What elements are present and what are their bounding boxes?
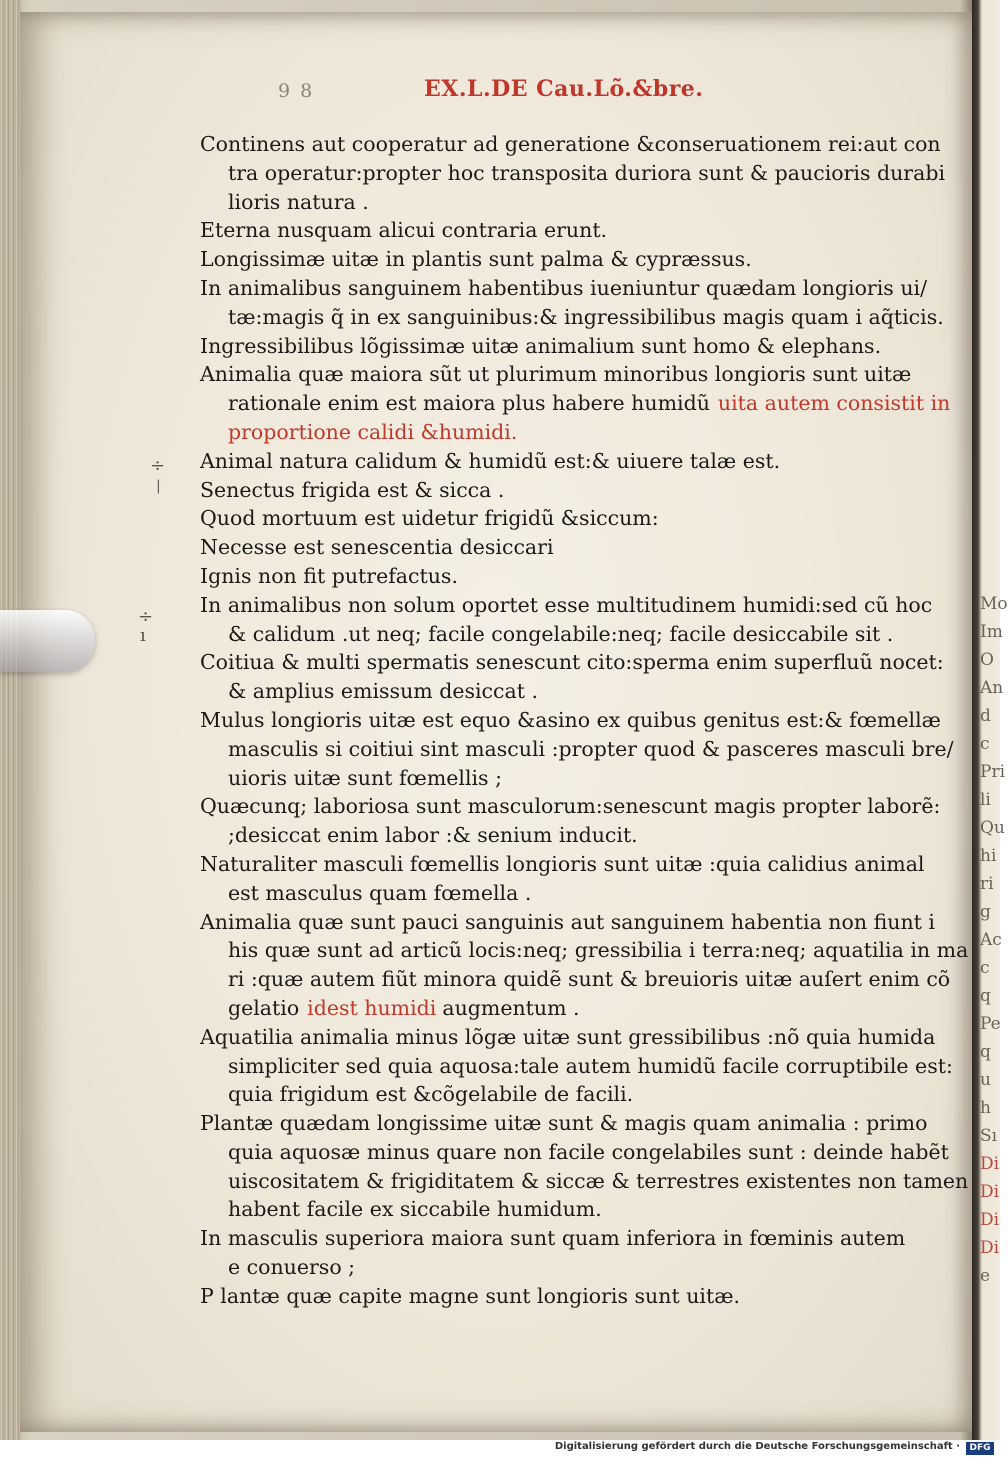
margin-rule-icon: ı (140, 625, 146, 646)
text-line (200, 648, 944, 677)
next-page-fragment: Di (980, 1238, 1000, 1258)
next-page-fragment: Di (980, 1154, 1000, 1174)
text-line (200, 908, 935, 937)
text-line-content: Necesse est senescentia desiccari (200, 535, 554, 560)
next-page-fragment: ri (980, 874, 994, 894)
next-page-fragment: Mo (980, 594, 1008, 614)
next-page-fragment: g (980, 902, 991, 922)
page-stack-left-edge (0, 0, 22, 1440)
text-line (200, 1052, 953, 1081)
text-line (200, 332, 930, 361)
text-line (200, 533, 930, 562)
text-line (200, 735, 954, 764)
next-page-fragment: Im (980, 622, 1003, 642)
text-line-content: gelatio (228, 995, 300, 1020)
text-line (200, 821, 930, 850)
next-page-fragment: li (980, 790, 991, 810)
text-line (200, 389, 951, 418)
text-line-content: Plantæ quædam longissime uitæ sunt & magis quam animalia : primo (200, 1111, 928, 1136)
text-line (200, 1109, 930, 1138)
text-line-content: e conuerso ; (228, 1255, 356, 1280)
text-line-content: simpliciter sed quia aquosa:tale autem humidũ facile corruptibile est: (228, 1053, 953, 1078)
text-line-content: In animalibus sanguinem habentibus iueniuntur quædam longioris ui/ (200, 275, 927, 300)
next-page-fragment: c (980, 734, 990, 754)
text-line (200, 936, 969, 965)
text-line (200, 1282, 930, 1311)
next-page-fragment: q (980, 1042, 991, 1062)
text-line (200, 274, 930, 303)
next-page-fragment: e (980, 1266, 991, 1286)
footer-bar (0, 1440, 1000, 1458)
text-line-content: quia aquosæ minus quare non facile congelabiles sunt : deinde habẽt (228, 1139, 949, 1164)
text-line (200, 303, 944, 332)
next-page-fragment: c (980, 958, 990, 978)
next-page-fragment: Pe (980, 1014, 1001, 1034)
text-line (200, 476, 930, 505)
text-line-content: Aquatilia animalia minus lõgæ uitæ sunt gressibilibus :nõ quia humida (200, 1024, 936, 1049)
text-line (200, 504, 930, 533)
text-line (200, 360, 930, 389)
text-line (200, 591, 933, 620)
text-line-content: rationale enim est maiora plus habere humidũ (228, 391, 710, 416)
dfg-logo: DFG (966, 1442, 994, 1455)
next-page-fragment: d (980, 706, 991, 726)
next-page-fragment: u (980, 1070, 991, 1090)
next-page-fragment: h (980, 1098, 991, 1118)
text-line-content: Naturaliter masculi fœmellis longioris sunt uitæ :quia calidius animal (200, 851, 925, 876)
text-line-content: Coitiua & multi spermatis senescunt cito:sperma enim superfluũ nocet: (200, 650, 944, 675)
text-line (200, 994, 930, 1023)
rubricated-text: uita autem consistit in (717, 391, 951, 416)
text-line (200, 965, 951, 994)
next-page-fragment: Pri (980, 762, 1006, 782)
next-page-fragment: O (980, 650, 994, 670)
text-line-content: uiscositatem & frigiditatem & siccæ & terrestres existentes non tamen (228, 1168, 969, 1193)
text-line (200, 1224, 930, 1253)
next-page-fragment: Di (980, 1210, 1000, 1230)
text-line (200, 792, 941, 821)
text-line-content: masculis si coitiui sint masculi :propter quod & pasceres masculi bre/ (228, 736, 954, 761)
text-line-content: habent facile ex siccabile humidum. (228, 1197, 602, 1222)
text-line-content: & amplius emissum desiccat . (228, 679, 539, 704)
text-line (200, 245, 930, 274)
text-line (200, 677, 930, 706)
next-page-fragment: Qu (980, 818, 1005, 838)
text-line (200, 188, 930, 217)
text-line-content: Animalia quæ maiora sũt ut plurimum minoribus longioris sunt uitæ (200, 362, 912, 387)
folio-number: 9 8 (278, 80, 315, 102)
text-line-content: & calidum .ut neq; facile congelabile:neq; facile desiccabile sit . (228, 621, 894, 646)
next-page-fragment: Ac (980, 930, 1002, 950)
footer-credit: Digitalisierung gefördert durch die Deutsche Forschungsgemeinschaft · (554, 1441, 960, 1452)
text-line (200, 418, 930, 447)
text-line-content: Animal natura calidum & humidũ est:& uiuere talæ est. (200, 448, 781, 473)
text-line (200, 850, 930, 879)
text-line-content: Eterna nusquam alicui contraria erunt. (200, 218, 608, 243)
next-page-fragment: Sı (980, 1126, 998, 1146)
text-line (200, 130, 941, 159)
text-line (200, 562, 930, 591)
margin-mark-icon: ÷ (150, 455, 166, 476)
text-line-content: Quæcunq; laboriosa sunt masculorum:senescunt magis propter laborẽ: (200, 794, 941, 819)
text-line-content: ri :quæ autem fiũt minora quidẽ sunt & breuioris uitæ auſert enim cõ (228, 967, 951, 992)
text-line-content: Animalia quæ sunt pauci sanguinis aut sanguinem habentia non fiunt i (200, 909, 935, 934)
text-line-content: est masculus quam fœmella . (228, 880, 532, 905)
text-line-content: quia frigidum est &cõgelabile de facili. (228, 1082, 634, 1107)
text-line-content: Longissimæ uitæ in plantis sunt palma & cypræssus. (200, 247, 752, 272)
next-page-fragment: q (980, 986, 991, 1006)
text-line (200, 1023, 936, 1052)
text-line (200, 1138, 949, 1167)
next-page-fragments (980, 590, 1008, 1286)
next-page-fragment: hi (980, 846, 997, 866)
text-line (200, 1253, 930, 1282)
margin-mark-icon: ÷ (138, 606, 154, 627)
text-line (200, 879, 930, 908)
text-line-content: Continens aut cooperatur ad generatione &conseruationem rei:aut con (200, 132, 941, 156)
text-line-content: tra operatur:propter hoc transposita duriora sunt & paucioris durabi (228, 160, 946, 185)
text-line-content: P lantæ quæ capite magne sunt longioris sunt uitæ. (200, 1283, 740, 1308)
rubricated-text: idest humidi (307, 995, 437, 1020)
text-line-continuation: augmentum . (442, 995, 580, 1020)
running-head: EX.L.DE Cau.Lõ.&bre. (424, 76, 704, 102)
text-line (200, 764, 930, 793)
text-line-content: his quæ sunt ad articũ locis:neq; gressibilia i terra:neq; aquatilia in ma (228, 938, 969, 963)
text-line (200, 706, 941, 735)
text-line (200, 1080, 930, 1109)
text-line (200, 216, 930, 245)
text-line (200, 1167, 969, 1196)
text-line-content: Quod mortuum est uidetur frigidũ &siccum: (200, 506, 659, 531)
page-clip (0, 610, 95, 672)
text-line-content: lioris natura . (228, 189, 369, 214)
text-line-content: Senectus frigida est & sicca . (200, 477, 505, 502)
text-block (200, 130, 969, 1311)
text-line (200, 447, 930, 476)
next-page-fragment: Di (980, 1182, 1000, 1202)
text-line-content: In masculis superiora maiora sunt quam inferiora in fœminis autem (200, 1226, 906, 1251)
text-line (200, 159, 946, 188)
rubricated-text: proportione calidi &humidi. (228, 419, 518, 444)
text-line (200, 1195, 930, 1224)
margin-rule-icon: | (156, 478, 161, 494)
text-line-content: Ingressibilibus lõgissimæ uitæ animalium sunt homo & elephans. (200, 333, 882, 358)
text-line-content: uioris uitæ sunt fœmellis ; (228, 765, 502, 790)
text-line-content: Mulus longioris uitæ est equo &asino ex quibus genitus est:& fœmellæ (200, 707, 941, 732)
next-page-fragment: An (980, 678, 1004, 698)
text-line-content: In animalibus non solum oportet esse multitudinem humidi:sed cũ hoc (200, 592, 933, 617)
text-line-content: Ignis non fit putrefactus. (200, 563, 458, 588)
text-line (200, 620, 930, 649)
text-line-content: tæ:magis q̃ in ex sanguinibus:& ingressibilibus magis quam i aq̃ticis. (228, 304, 944, 329)
text-line-content: ;desiccat enim labor :& senium inducit. (228, 823, 638, 848)
